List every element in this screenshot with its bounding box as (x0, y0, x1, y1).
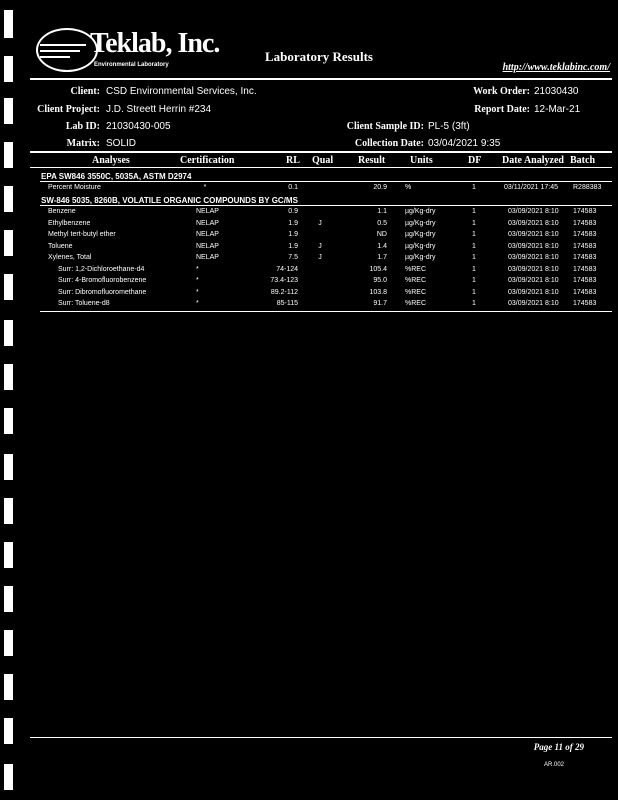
analyte-name: Toluene (48, 242, 73, 250)
work-order-label: Work Order: (473, 86, 530, 97)
certification-cell: * (196, 265, 199, 273)
edge-mark (4, 630, 13, 656)
df-cell: 1 (472, 242, 476, 250)
rl-cell: 1.9 (288, 219, 298, 227)
col-certification: Certification (180, 155, 235, 166)
batch-cell: 174583 (573, 219, 597, 227)
date-analyzed-cell: 03/09/2021 8:10 (508, 242, 559, 250)
date-analyzed-cell: 03/09/2021 8:10 (508, 288, 559, 296)
col-result: Result (358, 155, 386, 166)
date-analyzed-cell: 03/09/2021 8:10 (508, 300, 559, 307)
section-divider (40, 181, 612, 182)
result-cell: 95.0 (373, 277, 387, 284)
col-analyses: Analyses (92, 155, 130, 166)
lab-id-label: Lab ID: (65, 121, 100, 132)
units-cell: µg/Kg-dry (405, 231, 436, 238)
rl-cell: 1.9 (288, 242, 298, 250)
result-cell: 105.4 (369, 265, 387, 273)
col-df: DF (468, 155, 482, 166)
edge-mark (4, 542, 13, 568)
collection-date-value: 03/04/2021 9:35 (428, 138, 501, 149)
analyte-name: Percent Moisture (48, 184, 101, 191)
analyte-name: Surr: 1,2-Dichloroethane-d4 (58, 265, 145, 273)
analyte-name: Benzene (48, 208, 76, 215)
edge-mark (4, 498, 13, 524)
certification-cell: NELAP (196, 231, 219, 238)
edge-mark (4, 142, 13, 168)
result-cell: 1.1 (377, 208, 387, 215)
rl-cell: 0.9 (288, 208, 298, 215)
analyte-name: Surr: Toluene-d8 (58, 300, 110, 307)
logo-wave (40, 44, 86, 46)
client-label: Client: (70, 86, 100, 97)
col-batch: Batch (570, 155, 595, 166)
client-value: CSD Environmental Services, Inc. (106, 86, 257, 97)
company-logo (34, 26, 220, 72)
work-order-value: 21030430 (534, 86, 579, 97)
date-analyzed-cell: 03/09/2021 8:10 (508, 277, 559, 284)
edge-mark (4, 274, 13, 300)
report-date-value: 12-Mar-21 (534, 104, 581, 115)
column-header-divider (30, 167, 612, 168)
edge-mark (4, 586, 13, 612)
df-cell: 1 (472, 219, 476, 227)
batch-cell: 174583 (573, 265, 597, 273)
analyte-name: Surr: Dibromofluoromethane (58, 288, 147, 296)
edge-mark (4, 454, 13, 480)
units-cell: µg/Kg-dry (405, 208, 436, 215)
logo-name: Teklab, Inc. (90, 28, 220, 59)
rl-cell: 1.9 (288, 231, 298, 238)
result-cell: 1.7 (377, 254, 387, 261)
edge-mark (4, 10, 13, 38)
edge-mark (4, 230, 13, 256)
rl-cell: 73.4-123 (270, 277, 298, 284)
result-cell: 103.8 (369, 288, 387, 296)
date-analyzed-cell: 03/09/2021 8:10 (508, 265, 559, 273)
edge-mark (4, 56, 13, 82)
logo-wave (40, 50, 80, 52)
df-cell: 1 (472, 300, 476, 307)
sample-id-value: PL-5 (3ft) (428, 121, 470, 132)
analyte-name: Surr: 4-Bromofluorobenzene (58, 277, 147, 284)
certification-cell: * (203, 184, 207, 191)
batch-cell: 174583 (573, 277, 597, 284)
date-analyzed-cell: 03/09/2021 8:10 (508, 254, 559, 261)
units-cell: %REC (405, 265, 427, 273)
df-cell: 1 (472, 231, 476, 238)
certification-cell: * (196, 277, 199, 284)
result-cell: 91.7 (373, 300, 387, 307)
df-cell: 1 (472, 265, 476, 273)
batch-cell: 174583 (573, 231, 597, 238)
edge-mark (4, 764, 13, 790)
certification-cell: NELAP (196, 219, 219, 227)
analyte-name: Ethylbenzene (48, 219, 91, 227)
logo-tagline: Environmental Laboratory (94, 62, 169, 68)
rl-cell: 85-115 (276, 300, 298, 307)
rl-cell: 89.2-112 (270, 288, 298, 296)
edge-mark (4, 364, 13, 390)
matrix-label: Matrix: (66, 138, 100, 149)
units-cell: % (405, 184, 412, 191)
certification-cell: NELAP (196, 242, 219, 250)
rl-cell: 0.1 (288, 184, 298, 191)
edge-mark (4, 674, 13, 700)
date-analyzed-cell: 03/09/2021 8:10 (508, 231, 559, 238)
rl-cell: 74-124 (276, 265, 298, 273)
header-divider (30, 78, 612, 80)
collection-date-label: Collection Date: (354, 138, 424, 149)
qual-cell: J (318, 254, 322, 261)
col-qual: Qual (312, 155, 334, 166)
section-title: SW-846 5035, 8260B, VOLATILE ORGANIC COMPOUNDS BY GC/MS (41, 196, 298, 205)
analyte-name: Methyl tert-butyl ether (48, 231, 116, 238)
section-title: EPA SW846 3550C, 5035A, ASTM D2974 (41, 172, 192, 181)
certification-cell: NELAP (196, 254, 219, 261)
project-label: Client Project: (37, 104, 100, 115)
result-cell: 1.4 (377, 242, 387, 250)
units-cell: %REC (405, 288, 427, 296)
df-cell: 1 (472, 254, 476, 261)
table-end-divider (40, 311, 612, 312)
batch-cell: 174583 (573, 288, 597, 296)
analyte-name: Xylenes, Total (48, 254, 92, 261)
certification-cell: * (196, 288, 199, 296)
sample-id-label: Client Sample ID: (346, 121, 424, 132)
col-units: Units (410, 155, 433, 166)
document-title: Laboratory Results (265, 49, 373, 64)
units-cell: µg/Kg-dry (405, 254, 436, 261)
date-analyzed-cell: 03/11/2021 17:45 (504, 184, 558, 191)
df-cell: 1 (472, 288, 476, 296)
page-number: Page 11 of 29 (533, 742, 584, 752)
df-cell: 1 (472, 277, 476, 284)
matrix-value: SOLID (106, 138, 137, 149)
qual-cell: J (318, 219, 322, 227)
batch-cell: 174583 (573, 242, 597, 250)
batch-cell: 174583 (573, 208, 597, 215)
info-divider (30, 151, 612, 153)
date-analyzed-cell: 03/09/2021 8:10 (508, 219, 559, 227)
footer-divider (30, 737, 612, 738)
units-cell: µg/Kg-dry (405, 219, 436, 227)
certification-cell: * (196, 300, 199, 307)
rl-cell: 7.5 (288, 254, 298, 261)
col-rl: RL (286, 155, 300, 166)
units-cell: %REC (405, 300, 427, 307)
lab-website-link[interactable]: http://www.teklabinc.com/ (502, 62, 610, 73)
result-cell: 0.5 (377, 219, 387, 227)
edge-mark (4, 408, 13, 434)
footer-code: AR.002 (544, 762, 565, 768)
result-cell: 20.9 (373, 184, 387, 191)
df-cell: 1 (472, 184, 476, 191)
units-cell: %REC (405, 277, 427, 284)
result-cell: ND (376, 231, 387, 238)
qual-cell: J (318, 242, 322, 250)
edge-mark (4, 98, 13, 124)
edge-mark (4, 320, 13, 346)
project-value: J.D. Streett Herrin #234 (106, 104, 212, 115)
edge-mark (4, 186, 13, 212)
section-divider (40, 205, 612, 206)
batch-cell: R288383 (573, 184, 602, 191)
units-cell: µg/Kg-dry (405, 242, 436, 250)
certification-cell: NELAP (196, 208, 219, 215)
date-analyzed-cell: 03/09/2021 8:10 (508, 208, 559, 215)
report-date-label: Report Date: (474, 104, 530, 115)
batch-cell: 174583 (573, 254, 597, 261)
batch-cell: 174583 (573, 300, 597, 307)
df-cell: 1 (472, 208, 476, 215)
edge-mark (4, 718, 13, 744)
lab-id-value: 21030430-005 (106, 121, 171, 132)
col-date-analyzed: Date Analyzed (502, 155, 564, 166)
logo-wave (40, 56, 70, 58)
